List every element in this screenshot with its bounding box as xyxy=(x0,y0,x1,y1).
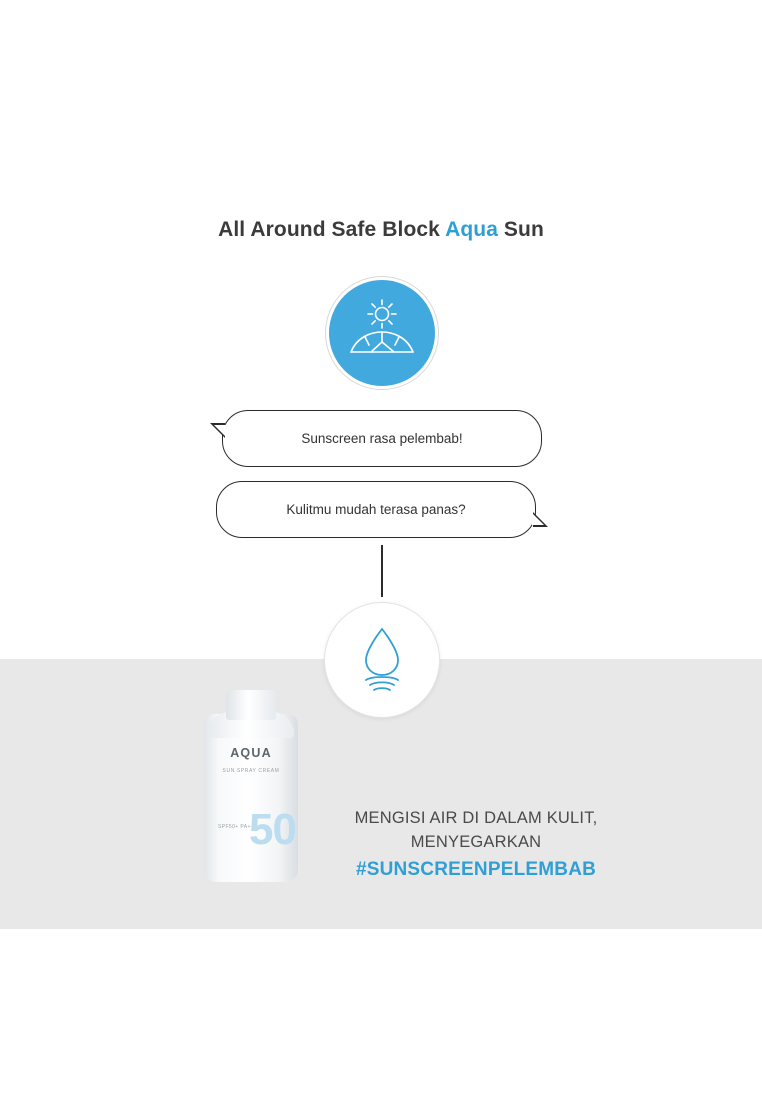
sun-over-water-icon xyxy=(345,296,419,371)
speech-bubble-2 xyxy=(216,481,536,538)
page-title xyxy=(0,218,762,242)
tube-spf-number: 50 xyxy=(249,805,296,854)
hydration-badge xyxy=(324,602,440,718)
speech-bubble-2-text: Kulitmu mudah terasa panas? xyxy=(286,502,466,517)
speech-bubble-1 xyxy=(222,410,542,467)
connector-line xyxy=(381,545,383,597)
page-title-part2: Sun xyxy=(498,218,544,241)
tube-cap xyxy=(226,690,276,720)
caption-line-1: MENGISI AIR DI DALAM KULIT, xyxy=(354,809,598,827)
sun-badge xyxy=(326,277,438,389)
tube-subtitle-label: SUN SPRAY CREAM xyxy=(222,768,280,774)
caption-block xyxy=(330,806,622,878)
tube-body xyxy=(204,714,298,882)
tube-brand-label: AQUA xyxy=(230,746,272,760)
caption-line-2: MENYEGARKAN xyxy=(410,833,542,851)
bubble-tail-inner xyxy=(214,425,226,437)
page-title-accent: Aqua xyxy=(445,218,498,241)
product-tube xyxy=(204,690,298,882)
bubble-tail-inner xyxy=(532,513,544,525)
water-drop-icon xyxy=(353,623,411,698)
caption-hashtag: #SUNSCREENPELEMBAB xyxy=(355,859,597,880)
page-title-part1: All Around Safe Block xyxy=(218,218,446,241)
tube-spf-label: SPF50+ PA++++ xyxy=(218,824,261,830)
speech-bubble-1-text: Sunscreen rasa pelembab! xyxy=(301,431,463,446)
